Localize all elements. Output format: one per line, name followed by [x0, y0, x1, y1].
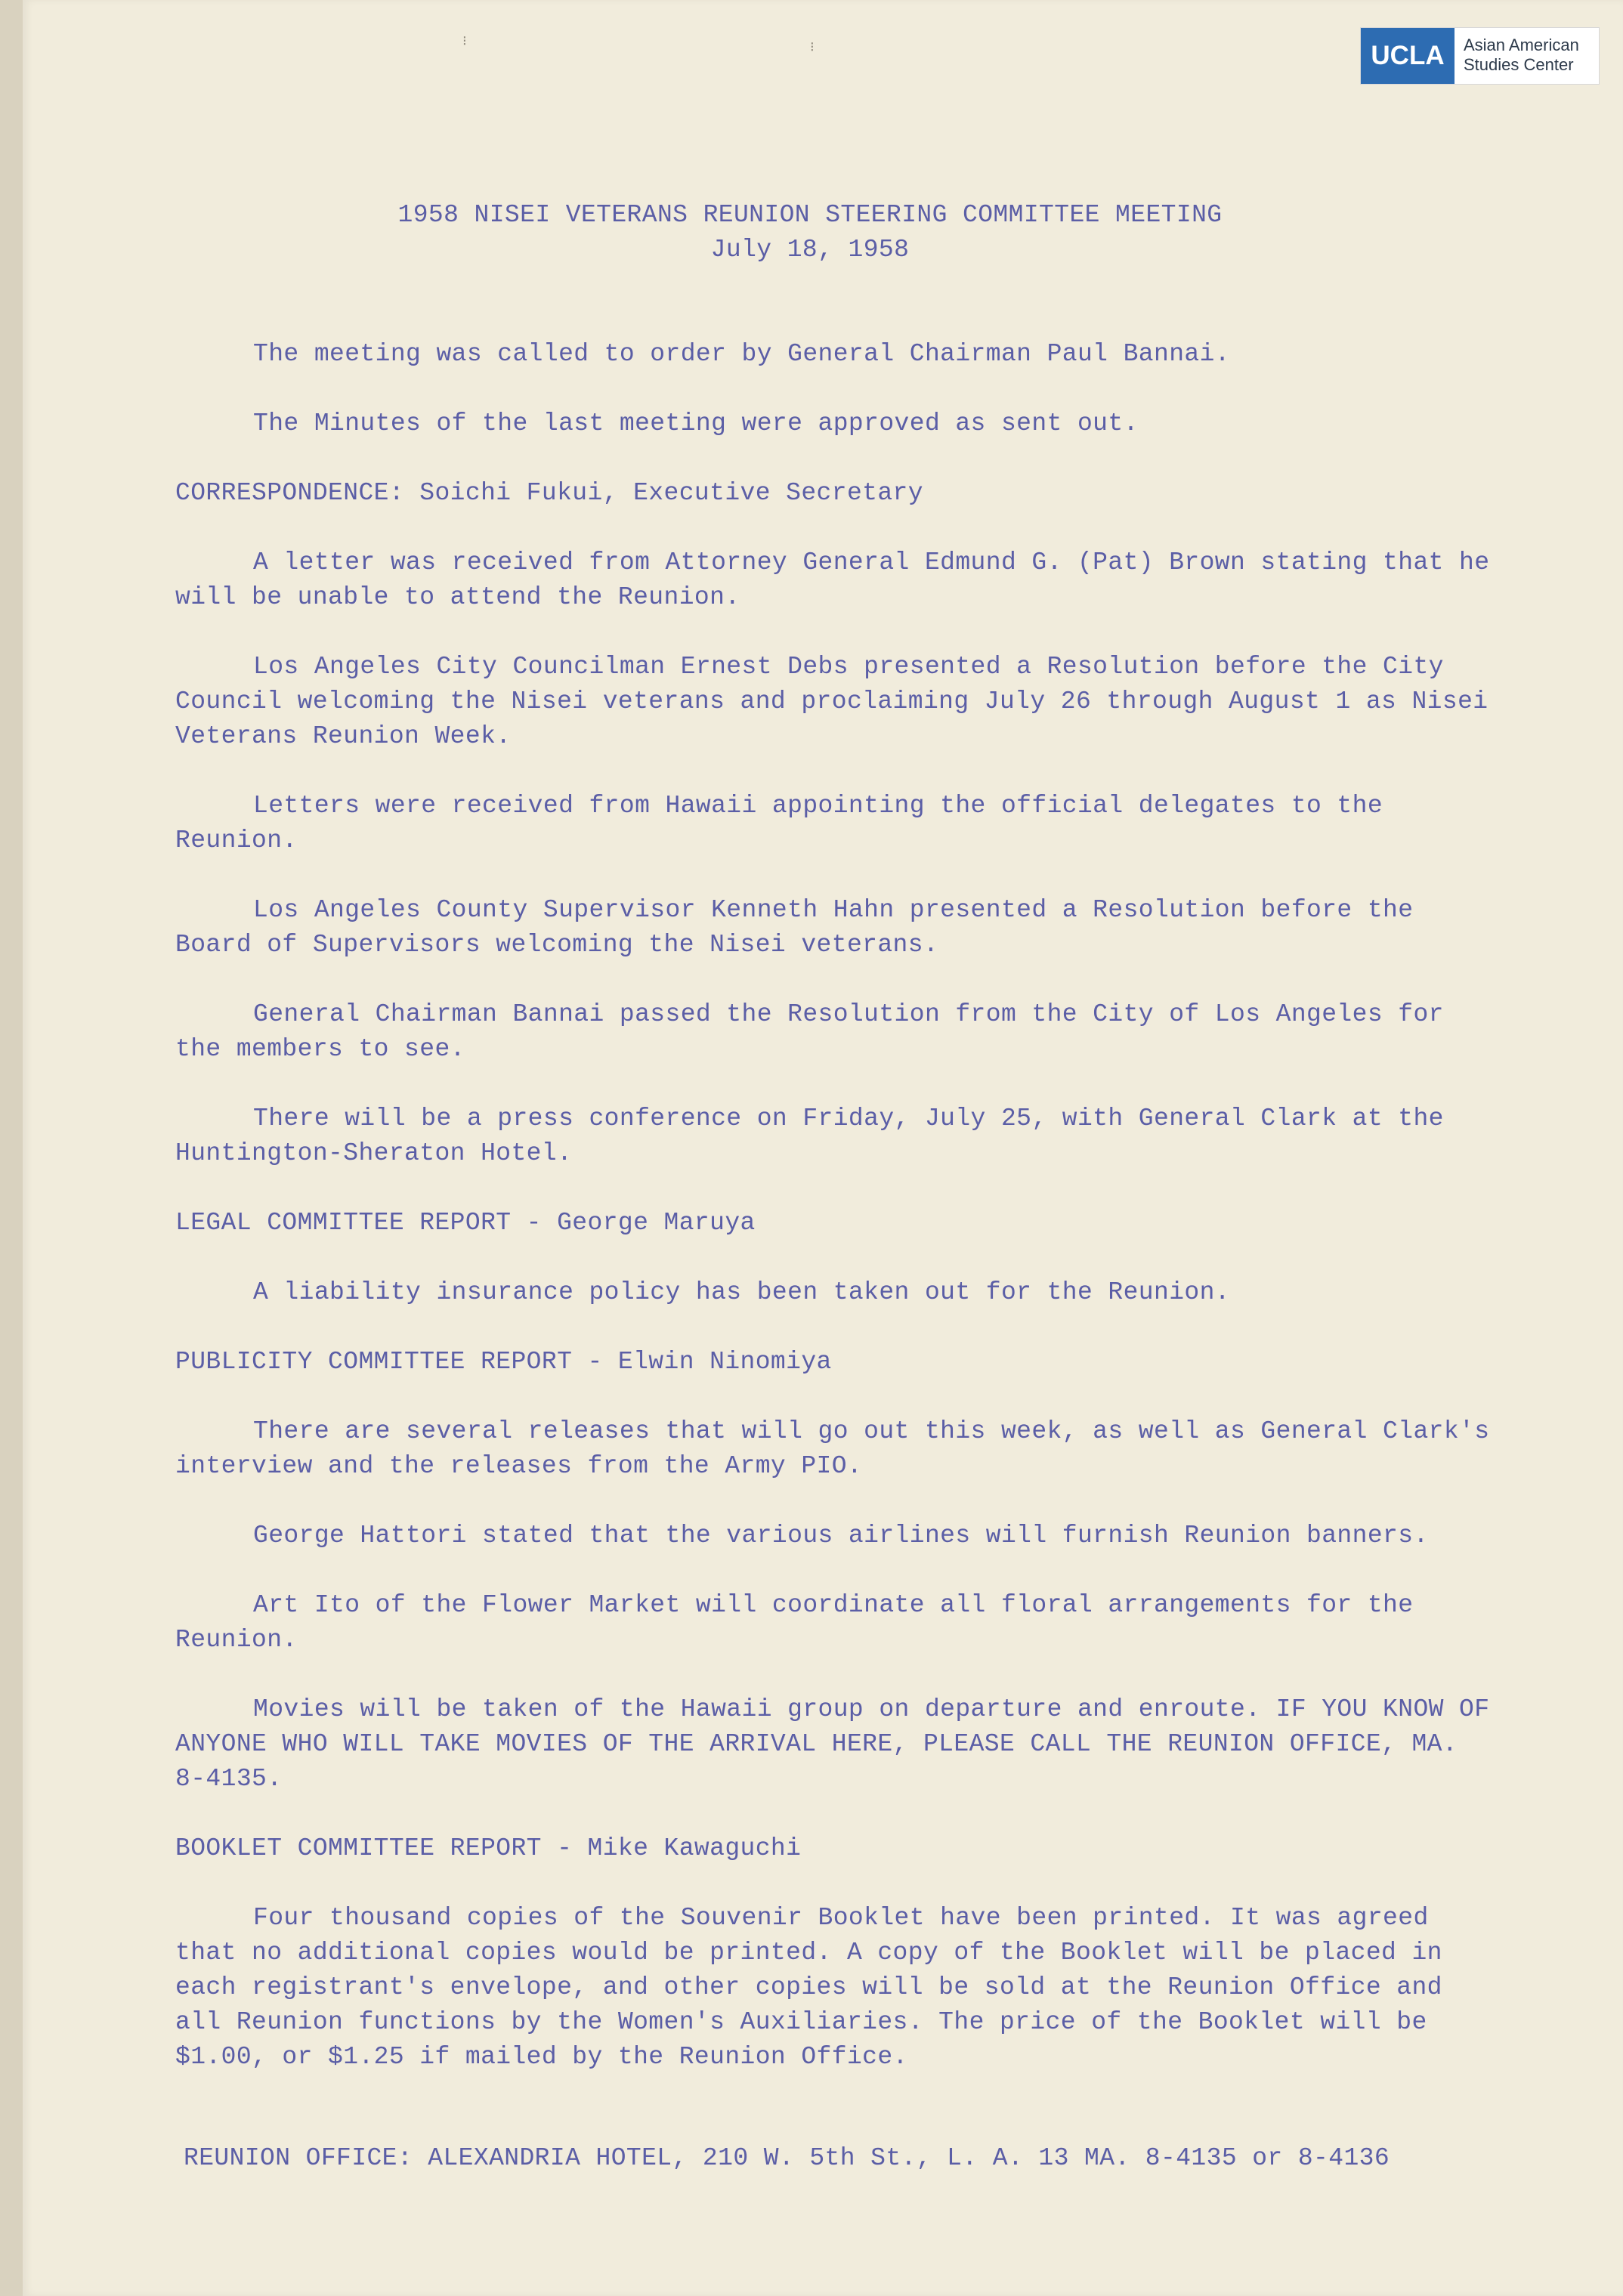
paragraph-souvenir-booklet: Four thousand copies of the Souvenir Booklet have been printed. It was agreed that no additional copies would be printed. A copy of the Booklet will be placed in each registrant's envelope, and other copies will be sold at the Reunion Office and all Reunion functions by the Women's Auxiliaries. The price of the Booklet will be $1.00, or $1.25 if mailed by the Reunion Office. [175, 1904, 1442, 2071]
archive-logo [1360, 27, 1600, 85]
page-edge [0, 0, 23, 2296]
paragraph-insurance: A liability insurance policy has been taken out for the Reunion. [253, 1278, 1231, 1306]
heading-correspondence: CORRESPONDENCE: Soichi Fukui, Executive Secretary [175, 479, 923, 507]
document-body [175, 198, 1490, 2075]
center-name-line1: Asian American [1464, 36, 1579, 54]
paragraph-city-council: Los Angeles City Councilman Ernest Debs presented a Resolution before the City Council welcoming the Nisei veterans and proclaiming July 26 through August 1 as Nisei Veterans Reunion Week. [175, 653, 1489, 750]
center-name [1455, 28, 1599, 84]
document-date: July 18, 1958 [710, 236, 910, 264]
heading-publicity-committee: PUBLICITY COMMITTEE REPORT - Elwin Ninomiya [175, 1348, 832, 1376]
paper-mark: ⁝ [810, 41, 815, 56]
paragraph-releases: There are several releases that will go out this week, as well as General Clark's interview and the releases from the Army PIO. [175, 1417, 1490, 1480]
paragraph-county-supervisor: Los Angeles County Supervisor Kenneth Hahn presented a Resolution before the Board of Supervisors welcoming the Nisei veterans. [175, 896, 1414, 959]
paragraph-minutes: The Minutes of the last meeting were approved as sent out. [253, 409, 1139, 437]
paragraph-movies: Movies will be taken of the Hawaii group on departure and enroute. IF YOU KNOW OF ANYONE WHO WILL TAKE MOVIES OF THE ARRIVAL HERE, PLEASE CALL THE REUNION OFFICE, MA. 8-4135. [175, 1695, 1490, 1793]
paragraph-press-conference: There will be a press conference on Friday, July 25, with General Clark at the Huntington-Sheraton Hotel. [175, 1105, 1444, 1167]
paper-mark: ⁝ [462, 35, 467, 50]
paragraph-attorney-general: A letter was received from Attorney General Edmund G. (Pat) Brown stating that he will be unable to attend the Reunion. [175, 549, 1490, 611]
heading-booklet-committee: BOOKLET COMMITTEE REPORT - Mike Kawaguchi [175, 1834, 802, 1862]
paragraph-call-to-order: The meeting was called to order by General Chairman Paul Bannai. [253, 340, 1231, 368]
paragraph-airlines: George Hattori stated that the various airlines will furnish Reunion banners. [253, 1522, 1429, 1550]
footer-office-address: REUNION OFFICE: ALEXANDRIA HOTEL, 210 W. 5th St., L. A. 13 MA. 8-4135 or 8-4136 [184, 2144, 1390, 2172]
ucla-logo: UCLA [1361, 28, 1455, 84]
paragraph-hawaii-delegates: Letters were received from Hawaii appointing the official delegates to the Reunion. [175, 792, 1383, 854]
paragraph-floral: Art Ito of the Flower Market will coordinate all floral arrangements for the Reunion. [175, 1591, 1414, 1654]
document-title: 1958 NISEI VETERANS REUNION STEERING COMMITTEE MEETING [397, 201, 1223, 229]
center-name-line2: Studies Center [1464, 55, 1574, 74]
paragraph-resolution: General Chairman Bannai passed the Resolution from the City of Los Angeles for the members to see. [175, 1000, 1444, 1063]
heading-legal-committee: LEGAL COMMITTEE REPORT - George Maruya [175, 1209, 756, 1237]
